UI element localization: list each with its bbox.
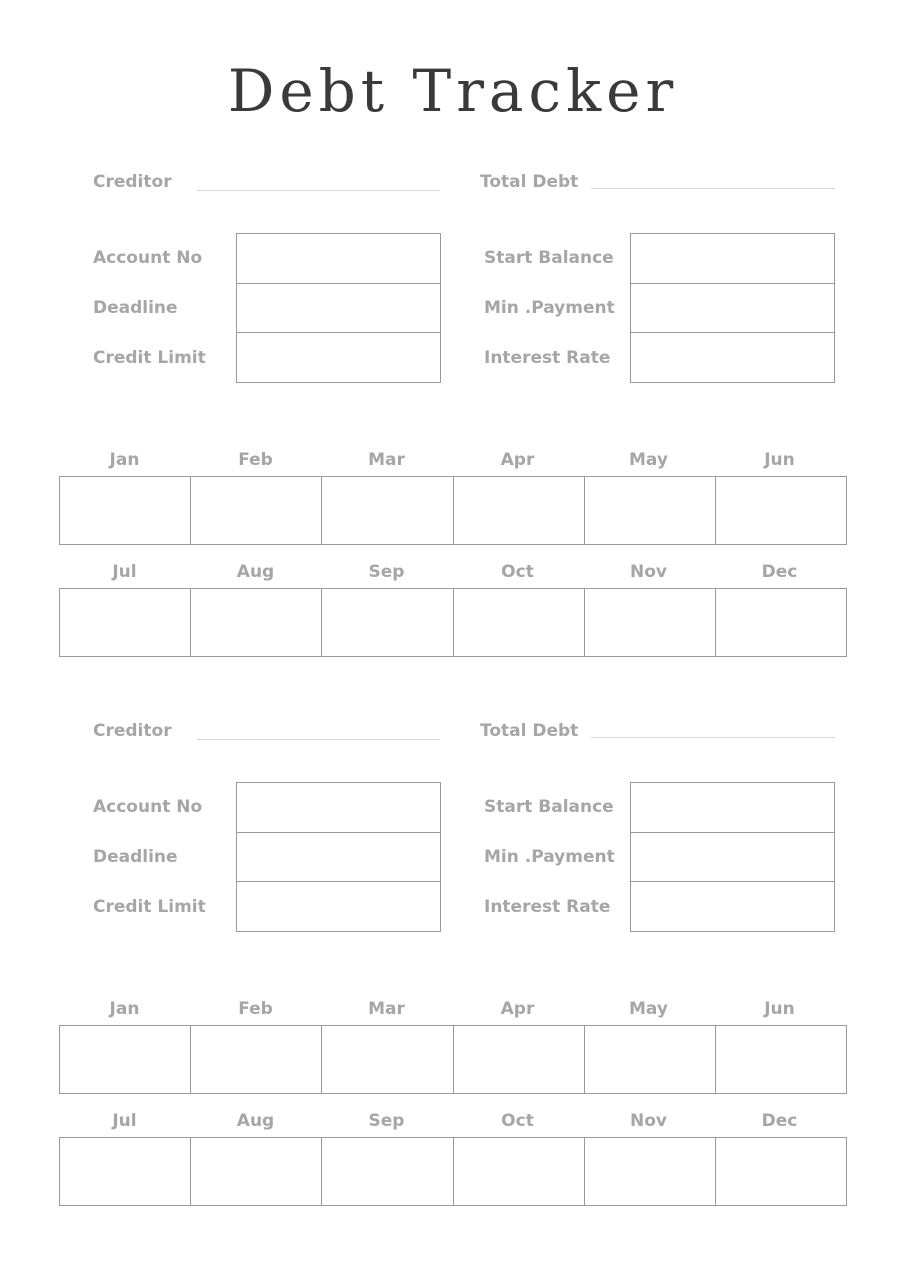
deadline-field[interactable] — [237, 832, 440, 882]
creditor-label: Creditor — [93, 172, 172, 192]
month-cell[interactable] — [321, 477, 452, 544]
month-cell[interactable] — [190, 477, 321, 544]
total-debt-line[interactable] — [591, 188, 835, 189]
min-payment-field[interactable] — [631, 832, 834, 882]
month-label: Mar — [368, 450, 405, 470]
account-no-label: Account No — [93, 248, 203, 268]
creditor-label: Creditor — [93, 721, 172, 741]
credit-limit-label: Credit Limit — [93, 348, 206, 368]
debt-section-1 — [0, 170, 906, 710]
month-label: Aug — [236, 1111, 275, 1131]
month-cell[interactable] — [584, 589, 715, 656]
month-cell[interactable] — [190, 589, 321, 656]
month-cell[interactable] — [715, 1138, 846, 1205]
month-cell[interactable] — [453, 477, 584, 544]
deadline-label: Deadline — [93, 298, 178, 318]
month-cell[interactable] — [715, 477, 846, 544]
month-cell[interactable] — [321, 1138, 452, 1205]
month-label: Jan — [109, 450, 140, 470]
month-cell[interactable] — [584, 1026, 715, 1093]
month-label: Oct — [501, 1111, 534, 1131]
month-label: May — [629, 999, 668, 1019]
right-fields-box — [630, 782, 835, 932]
month-cell[interactable] — [584, 477, 715, 544]
month-label: Dec — [761, 562, 798, 582]
creditor-line[interactable] — [197, 190, 440, 191]
month-cell[interactable] — [715, 589, 846, 656]
month-cell[interactable] — [190, 1138, 321, 1205]
start-balance-field[interactable] — [631, 234, 834, 283]
month-label: Jul — [112, 562, 137, 582]
creditor-line[interactable] — [197, 739, 440, 740]
credit-limit-label: Credit Limit — [93, 897, 206, 917]
month-row-1 — [59, 1025, 847, 1094]
total-debt-label: Total Debt — [480, 172, 579, 192]
debt-section-2 — [0, 719, 906, 1259]
month-label: Apr — [500, 450, 535, 470]
month-label: Jun — [764, 999, 795, 1019]
month-label: Apr — [500, 999, 535, 1019]
interest-rate-label: Interest Rate — [484, 348, 611, 368]
month-row-2 — [59, 1137, 847, 1206]
month-cell[interactable] — [60, 589, 190, 656]
page-title: Debt Tracker — [227, 57, 679, 125]
deadline-label: Deadline — [93, 847, 178, 867]
start-balance-label: Start Balance — [484, 797, 614, 817]
left-fields-box — [236, 233, 441, 383]
interest-rate-field[interactable] — [631, 332, 834, 382]
min-payment-label: Min .Payment — [484, 847, 615, 867]
month-label: Nov — [630, 1111, 667, 1131]
month-cell[interactable] — [190, 1026, 321, 1093]
credit-limit-field[interactable] — [237, 881, 440, 931]
total-debt-label: Total Debt — [480, 721, 579, 741]
interest-rate-field[interactable] — [631, 881, 834, 931]
account-no-field[interactable] — [237, 783, 440, 832]
start-balance-label: Start Balance — [484, 248, 614, 268]
month-row-1 — [59, 476, 847, 545]
month-cell[interactable] — [715, 1026, 846, 1093]
account-no-field[interactable] — [237, 234, 440, 283]
month-cell[interactable] — [321, 589, 452, 656]
interest-rate-label: Interest Rate — [484, 897, 611, 917]
month-label: Sep — [368, 562, 405, 582]
month-cell[interactable] — [321, 1026, 452, 1093]
left-fields-box — [236, 782, 441, 932]
right-fields-box — [630, 233, 835, 383]
month-cell[interactable] — [60, 1138, 190, 1205]
month-label: Nov — [630, 562, 667, 582]
start-balance-field[interactable] — [631, 783, 834, 832]
month-label: Sep — [368, 1111, 405, 1131]
month-label: May — [629, 450, 668, 470]
month-label: Jun — [764, 450, 795, 470]
credit-limit-field[interactable] — [237, 332, 440, 382]
min-payment-field[interactable] — [631, 283, 834, 333]
month-label: Jul — [112, 1111, 137, 1131]
account-no-label: Account No — [93, 797, 203, 817]
month-label: Oct — [501, 562, 534, 582]
month-cell[interactable] — [60, 1026, 190, 1093]
month-label: Feb — [238, 450, 273, 470]
month-cell[interactable] — [453, 1026, 584, 1093]
deadline-field[interactable] — [237, 283, 440, 333]
month-label: Mar — [368, 999, 405, 1019]
month-label: Aug — [236, 562, 275, 582]
total-debt-line[interactable] — [591, 737, 835, 738]
month-label: Jan — [109, 999, 140, 1019]
month-label: Feb — [238, 999, 273, 1019]
month-cell[interactable] — [584, 1138, 715, 1205]
month-cell[interactable] — [453, 589, 584, 656]
month-cell[interactable] — [60, 477, 190, 544]
month-row-2 — [59, 588, 847, 657]
min-payment-label: Min .Payment — [484, 298, 615, 318]
month-cell[interactable] — [453, 1138, 584, 1205]
month-label: Dec — [761, 1111, 798, 1131]
